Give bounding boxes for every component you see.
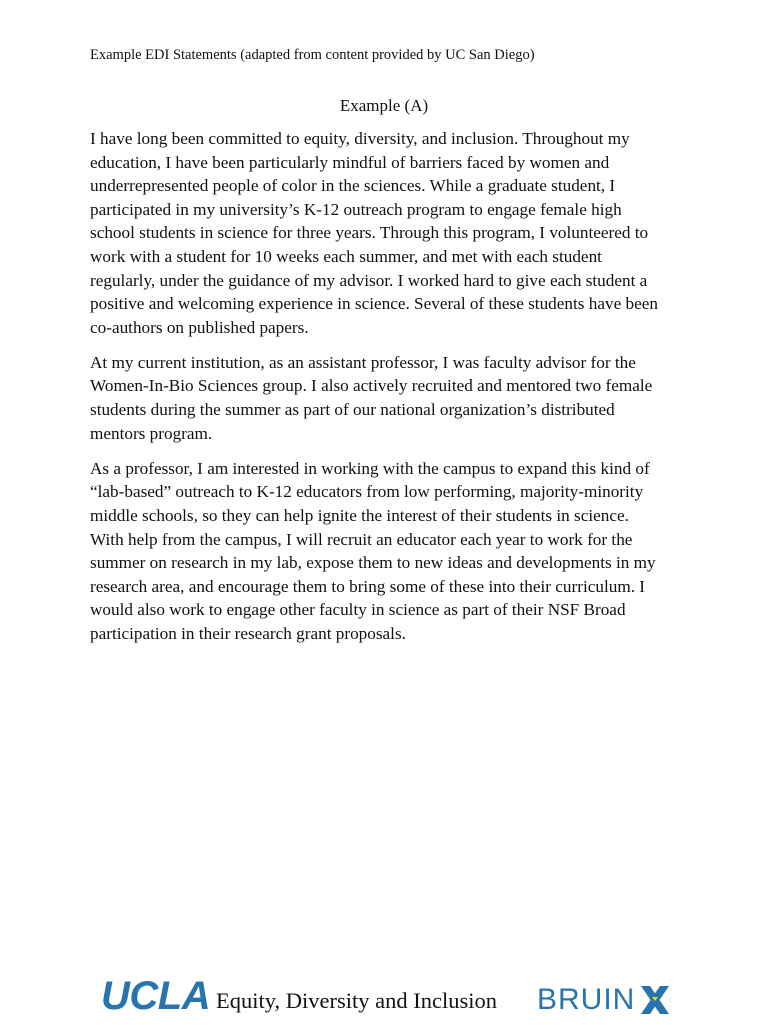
text-line: co-authors on published papers. bbox=[90, 317, 309, 337]
text-line: middle schools, so they can help ignite the interest of their students in science. bbox=[90, 505, 629, 525]
text-line: At my current institution, as an assistant professor, I was faculty advisor for the bbox=[90, 352, 636, 372]
paragraph-1 bbox=[90, 127, 680, 339]
ucla-logo: UCLA bbox=[101, 974, 211, 1018]
text-line: work with a student for 10 weeks each summer, and met with each student bbox=[90, 246, 602, 266]
text-line: students during the summer as part of our national organization’s distributed bbox=[90, 400, 615, 420]
text-line: school students in science for three years. Through this program, I volunteered to bbox=[90, 223, 649, 243]
text-line: research area, and encourage them to bring some of these into their curriculum. I bbox=[90, 576, 646, 596]
document-body bbox=[90, 127, 680, 657]
page-footer bbox=[0, 975, 768, 1025]
text-line: I have long been committed to equity, diversity, and inclusion. Throughout my bbox=[90, 129, 630, 148]
text-line: summer on research in my lab, expose them to new ideas and developments in my bbox=[90, 553, 656, 573]
text-line: “lab-based” outreach to K-12 educators from low performing, majority-minority bbox=[90, 482, 644, 502]
text-line: would also work to engage other faculty in science as part of their NSF Broad bbox=[90, 600, 626, 620]
text-line: participation in their research grant proposals. bbox=[90, 623, 406, 643]
bruinx-x-mark-icon bbox=[638, 983, 672, 1017]
paragraph-3 bbox=[90, 457, 680, 646]
bruinx-logo-text: BRUIN bbox=[537, 983, 636, 1016]
page-header: Example EDI Statements (adapted from content provided by UC San Diego) bbox=[90, 47, 535, 63]
text-line: mentors program. bbox=[90, 423, 213, 443]
text-line: As a professor, I am interested in working with the campus to expand this kind of bbox=[90, 458, 650, 478]
text-line: underrepresented people of color in the sciences. While a graduate student, I bbox=[90, 176, 616, 196]
text-line: regularly, under the guidance of my advisor. I worked hard to give each student a bbox=[90, 270, 648, 290]
text-line: Women-In-Bio Sciences group. I also actively recruited and mentored two female bbox=[90, 376, 653, 396]
text-line: With help from the campus, I will recruit an educator each year to work for the bbox=[90, 529, 633, 549]
text-line: education, I have been particularly mindful of barriers faced by women and bbox=[90, 152, 610, 172]
document-title: Example (A) bbox=[339, 96, 429, 115]
text-line: positive and welcoming experience in science. Several of these students have been bbox=[90, 294, 658, 314]
edi-office-label: Equity, Diversity and Inclusion bbox=[216, 988, 497, 1013]
bruinx-logo bbox=[537, 983, 672, 1017]
paragraph-2 bbox=[90, 351, 680, 445]
text-line: participated in my university’s K-12 outreach program to engage female high bbox=[90, 199, 622, 219]
